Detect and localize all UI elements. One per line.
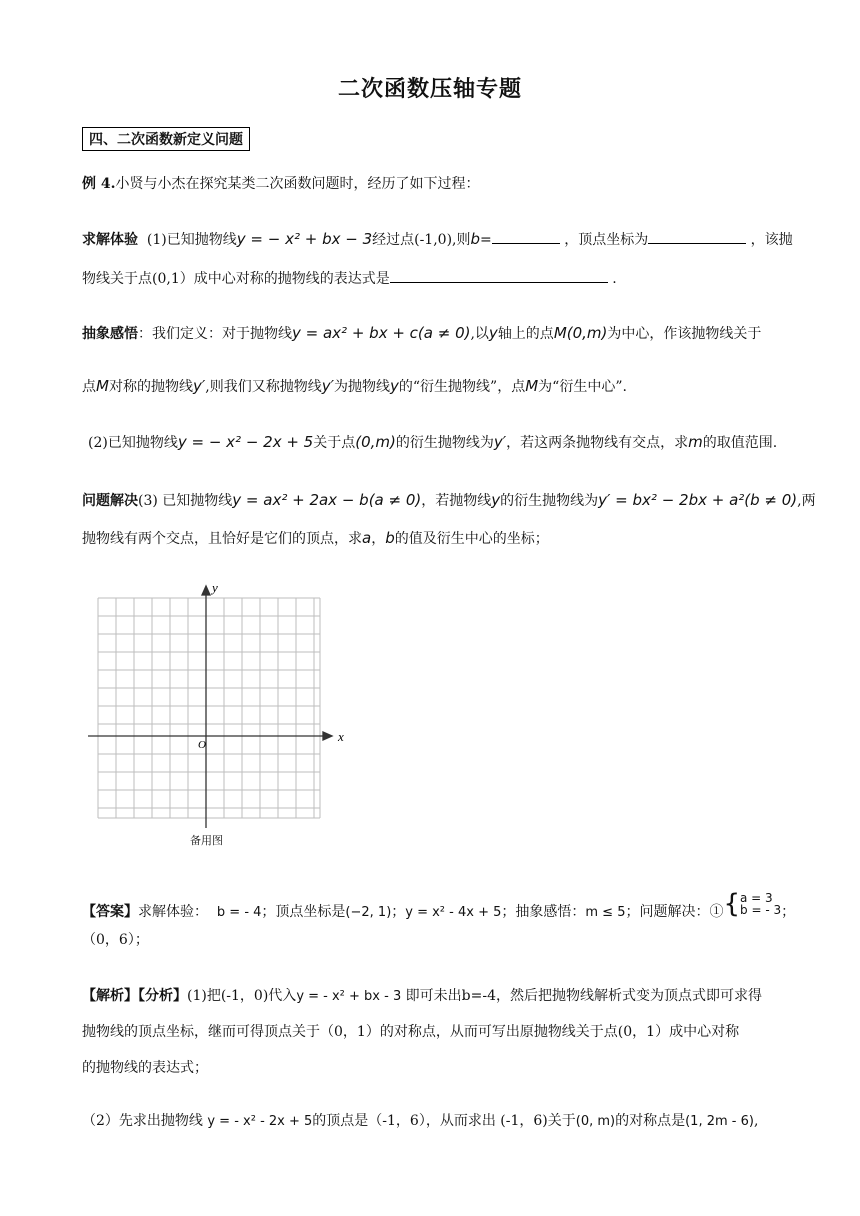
- answer-text-d: ；抽象感悟：: [501, 904, 586, 920]
- q3-text-b: ，若抛物线: [421, 493, 492, 509]
- def-text-f: 对称的抛物线: [108, 379, 193, 395]
- def-text-a: ：我们定义：对于抛物线: [138, 326, 292, 342]
- def-text-b: ,以: [470, 326, 489, 342]
- def-text-j: 为“衍生中心”.: [538, 379, 627, 395]
- q1-blank-b[interactable]: [492, 229, 560, 244]
- example-label: 例 4.: [82, 176, 116, 192]
- q1-b-var: b: [470, 230, 481, 248]
- def-m-var-2: M: [525, 377, 539, 395]
- analysis-text-e: （2）先求出抛物线: [82, 1113, 208, 1129]
- y-axis-arrow-icon: [202, 586, 210, 595]
- analysis-line-3: 的抛物线的表达式；: [82, 1060, 208, 1076]
- analysis-label: 【解析】: [82, 988, 138, 1004]
- analysis-line-4: [82, 1111, 782, 1132]
- def-y-var-2: y: [390, 377, 399, 395]
- analysis-point: (0, m): [575, 1114, 616, 1129]
- q2-text-a: (2)已知抛物线: [88, 435, 178, 451]
- axes: [88, 586, 332, 828]
- def-text-e: 点: [82, 379, 96, 395]
- figure-caption: 备用图: [190, 834, 223, 847]
- q3-equation-2: y′ = bx² − 2bx + a²(b ≠ 0): [598, 491, 798, 509]
- q1-line-2: [82, 268, 782, 289]
- answer-expression: y = x² - 4x + 5: [405, 905, 502, 920]
- analysis-text-h: ,: [753, 1113, 759, 1129]
- x-axis-arrow-icon: [323, 732, 332, 740]
- q2-line: [88, 432, 788, 453]
- def-text-g: ,则我们又称抛物线: [205, 379, 322, 395]
- answer-text-a: 求解体验：: [138, 904, 208, 920]
- q1-blank-expression[interactable]: [390, 268, 608, 283]
- def-text-h: 为抛物线: [334, 379, 390, 395]
- answer-line-1: [82, 889, 796, 924]
- example-text: 小贤与小杰在探究某类二次函数问题时，经历了如下过程：: [115, 176, 480, 192]
- q2-text-b: 关于点: [313, 435, 356, 451]
- q3-a-var: a: [362, 529, 372, 547]
- def-equation: y = ax² + bx + c(a ≠ 0): [292, 324, 471, 342]
- q3-text-a: (3) 已知抛物线: [138, 493, 233, 509]
- def-text-i: 的“衍生抛物线”，点: [398, 379, 526, 395]
- q3-text-e: 抛物线有两个交点，且恰好是它们的顶点，求: [82, 531, 362, 547]
- def-y-var: y: [488, 324, 498, 342]
- answer-text-c: ；: [391, 904, 406, 920]
- q2-m-var: m: [688, 433, 703, 451]
- def-line-1: [82, 323, 782, 344]
- q2-text-e: 的取值范围.: [702, 435, 778, 451]
- analysis-point-2: (1, 2m - 6): [685, 1114, 754, 1129]
- q1-text-b: 经过点(-1,0),则: [372, 232, 471, 248]
- q3-b-var: b: [385, 529, 395, 547]
- q1-text-g: .: [612, 271, 617, 287]
- x-axis-label: x: [338, 729, 344, 744]
- analysis-text-a: (1)把(-1，0)代入: [187, 988, 297, 1004]
- q2-point: (0,m): [355, 433, 396, 451]
- q1-equation: y = − x² + bx − 3: [236, 230, 373, 248]
- q1-text-d: ，顶点坐标为: [564, 232, 649, 248]
- answer-system: {a = 3 b = - 3: [723, 889, 782, 919]
- section-heading: 四、二次函数新定义问题: [82, 127, 250, 151]
- q3-y-var: y: [491, 491, 501, 509]
- analysis-subtitle: 【分析】: [138, 988, 187, 1004]
- answer-text-e: ；问题解决：①: [625, 904, 724, 920]
- def-m-var: M: [96, 377, 109, 395]
- answer-vertex: (−2, 1): [345, 905, 392, 920]
- q1-blank-vertex[interactable]: [648, 229, 746, 244]
- def-text-c: 轴上的点: [497, 326, 554, 342]
- q3-equation: y = ax² + 2ax − b(a ≠ 0): [232, 491, 422, 509]
- analysis-equation-2: y = - x² - 2x + 5: [207, 1114, 313, 1129]
- q3-text-c: 的衍生抛物线为: [500, 493, 599, 509]
- def-y-prime: y′: [192, 377, 206, 395]
- q2-text-d: ，若这两条抛物线有交点，求: [506, 435, 689, 451]
- answer-text-b: ；顶点坐标是: [261, 904, 346, 920]
- answer-m-range: m ≤ 5: [585, 905, 626, 920]
- origin-label: O: [198, 739, 206, 751]
- q1-text-a: (1)已知抛物线: [146, 232, 237, 248]
- answer-system-line-2: b = - 3: [740, 903, 782, 917]
- q1-text-e: ，该抛: [750, 232, 793, 248]
- q2-equation: y = − x² − 2x + 5: [177, 433, 314, 451]
- q1-line-1: [82, 229, 793, 250]
- answer-b-value: b = - 4: [216, 905, 262, 920]
- q3-text-g: 的值及衍生中心的坐标；: [394, 531, 549, 547]
- q3-text-f: ，: [371, 531, 386, 547]
- def-line-2: [82, 376, 782, 397]
- answer-text-f: ；: [781, 904, 796, 920]
- q3-line-1: [82, 490, 816, 511]
- analysis-text-b: 即可未出b=-4，然后把抛物线解析式变为顶点式即可求得: [401, 988, 763, 1004]
- q2-text-c: 的衍生抛物线为: [395, 435, 494, 451]
- q1-text-f: 物线关于点(0,1）成中心对称的抛物线的表达式是: [82, 271, 390, 287]
- q2-y-prime: y′: [493, 433, 507, 451]
- coordinate-grid-figure: [88, 578, 358, 848]
- answer-line-2: （0，6）；: [82, 932, 149, 948]
- analysis-line-2: 抛物线的顶点坐标，继而可得顶点关于（0，1）的对称点，从而可写出原抛物线关于点(0，1）成中心对称: [82, 1024, 740, 1040]
- analysis-line-1: [82, 986, 782, 1007]
- def-label: 抽象感悟: [82, 326, 138, 342]
- def-m-point: M(0,m): [553, 324, 608, 342]
- q1-text-c: =: [480, 232, 492, 248]
- answer-system-line-1: a = 3: [740, 891, 773, 905]
- def-text-d: 为中心，作该抛物线关于: [607, 326, 762, 342]
- coordinate-grid-svg: [88, 578, 358, 848]
- page-title: 二次函数压轴专题: [337, 76, 522, 102]
- q3-line-2: [82, 528, 782, 549]
- analysis-text-g: 的对称点是: [615, 1113, 686, 1129]
- y-axis-label: y: [212, 580, 218, 595]
- answer-label: 【答案】: [82, 904, 138, 920]
- grid-lines: [98, 598, 320, 818]
- analysis-text-f: 的顶点是（-1，6），从而求出 (-1，6)关于: [312, 1113, 576, 1129]
- q1-label: 求解体验: [82, 232, 138, 248]
- q3-text-d: ,两: [797, 493, 816, 509]
- analysis-equation: y = - x² + bx - 3: [296, 989, 402, 1004]
- example-intro: [82, 174, 782, 194]
- def-y-prime-2: y′: [321, 377, 334, 395]
- q3-label: 问题解决: [82, 493, 138, 509]
